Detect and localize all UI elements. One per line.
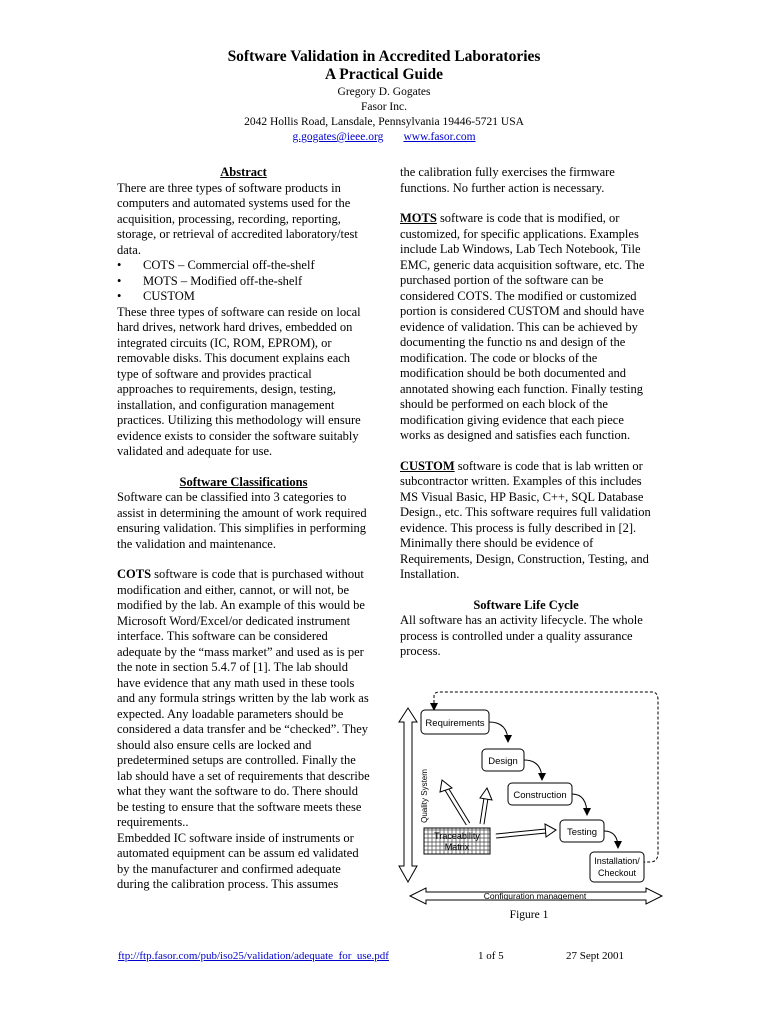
classifications-heading: Software Classifications xyxy=(179,474,308,489)
bullet: • xyxy=(117,273,122,288)
classifications-paragraph: Software can be classified into 3 categories to assist in determining the amount of work required ensuring validation. This simplifies in performing the validation and maintenance. xyxy=(117,490,367,551)
design-label: Design xyxy=(488,756,518,767)
configuration-management-label: Configuration management xyxy=(483,891,587,901)
author-address: 2042 Hollis Road, Lansdale, Pennsylvania 19446-5721 USA xyxy=(244,116,524,128)
abstract-paragraph: There are three types of software products in computers and automated systems used for the acquisition, processing, recording, reporting, storage, or retrieval of accredited laboratory/test data. xyxy=(117,180,358,257)
traceability-label-1: Traceability xyxy=(434,831,480,841)
figure-caption: Figure 1 xyxy=(509,909,549,921)
right-column xyxy=(400,165,652,660)
page-number: 1 of 5 xyxy=(478,950,504,962)
testing-label: Testing xyxy=(566,827,598,838)
bullet: • xyxy=(117,258,122,272)
cots-paragraph: COTS software is code that is purchased without modification and either, cannot, or will not, be modified by the lab. An example of this would be Microsoft Word/Excel/or dedicated instrument interface. This software can be considered adequate by the “mass market” and used as is per the note in section 5.4.7 of [1]. The lab should have evidence that any math used in these tools and any formula strings written by the lab work as expected. Any loadable parameters should be considered a data transfer and be “checked”. They should also ensure cells are locked and predetermined setups are controlled. Finally the lab should have a set of requirements that describe what they want the software to do. There should be testing to ensure that the software meets these requirements.. xyxy=(117,567,370,829)
abstract-heading: Abstract xyxy=(220,165,267,179)
mots-label: MOTS xyxy=(400,211,437,225)
left-column xyxy=(117,165,370,893)
email-link[interactable]: g.gogates@ieee.org xyxy=(292,131,384,143)
requirements-label: Requirements xyxy=(425,718,485,729)
paper-title: Software Validation in Accredited Laboratories xyxy=(227,48,541,65)
installation-label-1: Installation/ xyxy=(594,856,640,866)
footer-date: 27 Sept 2001 xyxy=(566,950,625,962)
list-item: • COTS – Commercial off-the-shelf xyxy=(117,258,315,272)
traceability-label-2: Matrix xyxy=(444,842,470,852)
lifecycle-heading: Software Life Cycle xyxy=(473,597,579,612)
lifecycle-paragraph: All software has an activity lifecycle. The whole process is controlled under a quality assurance process. xyxy=(400,613,643,658)
contact-links xyxy=(0,131,768,143)
custom-paragraph: CUSTOM software is code that is lab written or subcontractor written. Examples of this includes MS Visual Basic, HP Basic, C++, SQL Database Design., etc. This software requires full validation evidence. This process is fully described in [2]. Minimally there should be evidence of Requirements, Design, Construction, Testing, and Installation. xyxy=(400,458,651,581)
lifecycle-diagram xyxy=(394,688,666,916)
mots-paragraph: MOTS software is code that is modified, or customized, for specific applications. Examples include Lab Windows, Lab Tech Notebook, Tile EMC, generic data acquisition software, etc. The purchased portion of the software can be considered COTS. The modified or customized portion is considered CUSTOM and should have evidence of validation. This can be achieved by documenting the functio ns and design of the modification. The code or blocks of the modification should be both documented and annotated showing each function. Finally testing should be performed on each block of the modification giving evidence that each piece works as designed and satisfies each function. xyxy=(400,211,645,442)
abstract-paragraph-2: These three types of software can reside on local hard drives, network hard drives, embedded on integrated circuits (IC, ROM, EPROM), or removable disks. This document explains each type of software and provides practical approaches to requirements, design, testing, installation, and configuration management practices. Utilizing this methodology will ensure evidence exists to consider the software suitably validated and adequate for use. xyxy=(117,304,361,458)
paper-subtitle: A Practical Guide xyxy=(325,66,443,83)
author-organization: Fasor Inc. xyxy=(361,101,407,113)
author-name: Gregory D. Gogates xyxy=(337,86,431,98)
cots-label: COTS xyxy=(117,567,152,581)
website-link[interactable]: www.fasor.com xyxy=(403,131,476,143)
bullet: • xyxy=(117,289,122,303)
software-types-list xyxy=(117,258,370,305)
embedded-paragraph: Embedded IC software inside of instruments or automated equipment can be assum ed validated by the manufacturer and confirmed adequate during the calibration process. This assumes xyxy=(117,830,359,891)
construction-label: Construction xyxy=(513,790,567,801)
list-item: • MOTS – Modified off-the-shelf xyxy=(117,273,303,288)
list-item: • CUSTOM xyxy=(117,289,195,303)
installation-label-2: Checkout xyxy=(597,868,637,878)
quality-system-label: Quality System xyxy=(420,769,429,823)
footer-url-link[interactable]: ftp://ftp.fasor.com/pub/iso25/validation/adequate_for_use.pdf xyxy=(118,950,389,962)
quality-system-arrow xyxy=(399,708,417,882)
continued-paragraph: the calibration fully exercises the firmware functions. No further action is necessary. xyxy=(400,165,615,195)
custom-label: CUSTOM xyxy=(400,458,455,473)
